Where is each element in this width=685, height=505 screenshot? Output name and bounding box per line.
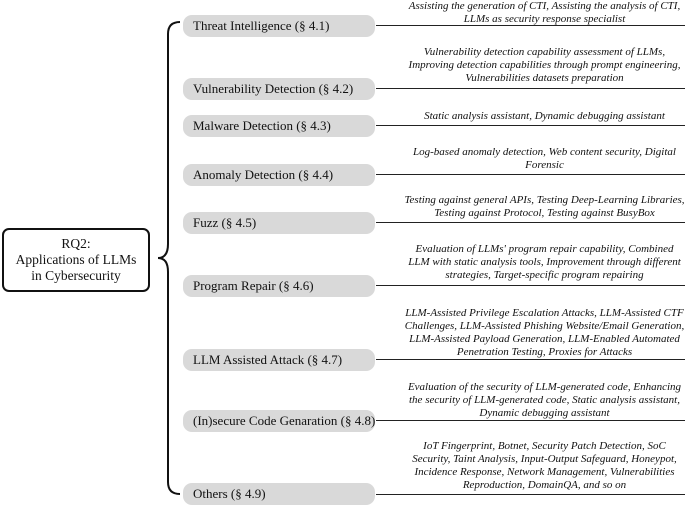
category-threat-intelligence: Threat Intelligence (§ 4.1) <box>183 15 375 37</box>
connector-line <box>376 420 685 421</box>
category-malware-detection: Malware Detection (§ 4.3) <box>183 115 375 137</box>
description-threat-intelligence: Assisting the generation of CTI, Assisting the analysis of CTI, LLMs as security response specialist <box>408 0 681 25</box>
category-vulnerability-detection: Vulnerability Detection (§ 4.2) <box>183 78 375 100</box>
connector-line <box>376 25 685 26</box>
category-program-repair: Program Repair (§ 4.6) <box>183 275 375 297</box>
category-others: Others (§ 4.9) <box>183 483 375 505</box>
connector-line <box>376 285 685 286</box>
connector-line <box>376 222 685 223</box>
description-anomaly-detection: Log-based anomaly detection, Web content security, Digital Forensic <box>413 146 676 171</box>
connector-line <box>376 174 685 175</box>
connector-line <box>376 88 685 89</box>
description-fuzz: Testing against general APIs, Testing Deep-Learning Libraries, Testing against Protocol, Testing against BusyBox <box>404 194 685 219</box>
description-others: IoT Fingerprint, Botnet, Security Patch Detection, SoC Security, Taint Analysis, Input-Output Safeguard, Honeypot, Incidence Response, Network Management, Vulnerabilities Reproduction, DomainQA, and so on <box>412 440 677 491</box>
category-llm-assisted-attack: LLM Assisted Attack (§ 4.7) <box>183 349 375 371</box>
description-program-repair: Evaluation of LLMs' program repair capability, Combined LLM with static analysis tools, Improvement through different strategies, Target-specific program repairing <box>408 243 681 281</box>
description-llm-assisted-attack: LLM-Assisted Privilege Escalation Attacks, LLM-Assisted CTF Challenges, LLM-Assisted Phishing Website/Email Generation, LLM-Assisted Payload Generation, LLM-Enabled Automated Penetration Testing, Proxies for Attacks <box>404 307 685 358</box>
category-anomaly-detection: Anomaly Detection (§ 4.4) <box>183 164 375 186</box>
category-insecure-code-generation: (In)secure Code Genaration (§ 4.8) <box>183 410 375 432</box>
connector-line <box>376 125 685 126</box>
connector-line <box>376 359 685 360</box>
description-insecure-code-generation: Evaluation of the security of LLM-generated code, Enhancing the security of LLM-generated code, Static analysis assistant, Dynamic debugging assistant <box>407 381 682 419</box>
description-vulnerability-detection: Vulnerability detection capability assessment of LLMs, Improving detection capabilities through prompt engineering, Vulnerabilities datasets preparation <box>408 46 681 84</box>
connector-line <box>376 494 685 495</box>
category-fuzz: Fuzz (§ 4.5) <box>183 212 375 234</box>
root-label: RQ2: Applications of LLMs in Cybersecurity <box>15 236 137 283</box>
description-malware-detection: Static analysis assistant, Dynamic debugging assistant <box>424 110 665 122</box>
